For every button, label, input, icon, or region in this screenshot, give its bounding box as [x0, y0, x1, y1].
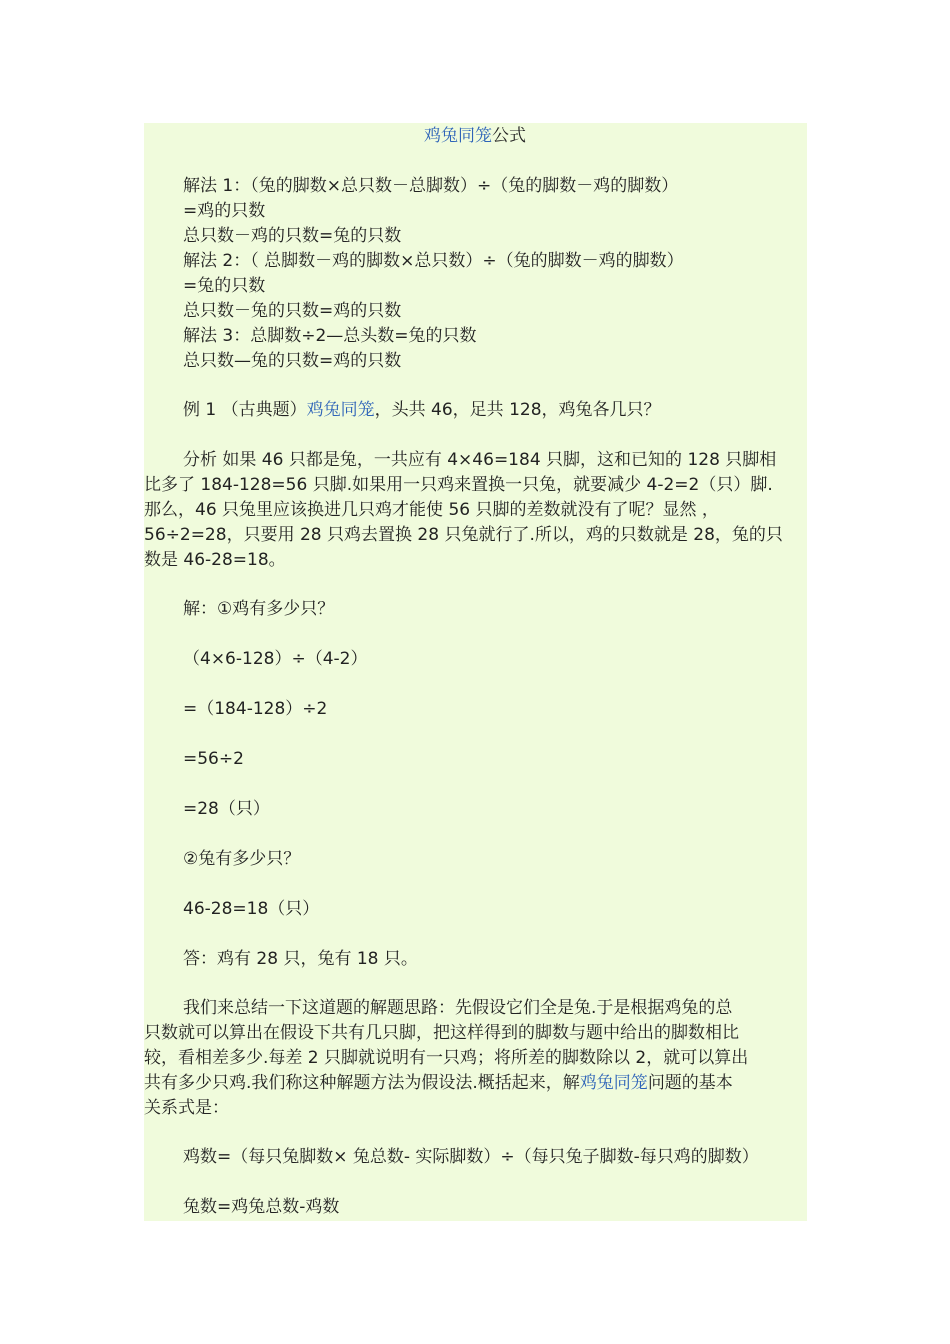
- solution-step: （4×6-128）÷（4-2）: [183, 649, 368, 669]
- analysis-line: 56÷2=28，只要用 28 只鸡去置换 28 只兔就行了.所以，鸡的只数就是 28，兔的只: [144, 525, 783, 545]
- formula-line: =鸡的只数: [183, 201, 266, 221]
- title-text: 公式: [492, 126, 526, 146]
- example-suffix: ，头共 46，足共 128，鸡兔各几只？: [374, 400, 661, 420]
- solution-step: =56÷2: [183, 749, 244, 769]
- summary-paragraph: [144, 996, 807, 1121]
- summary-line: 关系式是：: [144, 1098, 229, 1118]
- formula-line: 总只数－鸡的只数=兔的只数: [183, 226, 402, 246]
- summary-link[interactable]: 鸡兔同笼: [579, 1073, 648, 1093]
- solution-step: =（184-128）÷2: [183, 699, 328, 719]
- rabbit-formula: 兔数=鸡兔总数-鸡数: [183, 1197, 340, 1217]
- chicken-formula: 鸡数=（每只兔脚数× 兔总数- 实际脚数）÷（每只兔子脚数-每只鸡的脚数）: [183, 1147, 759, 1167]
- summary-line: 只数就可以算出在假设下共有几只脚，把这样得到的脚数与题中给出的脚数相比: [144, 1023, 739, 1043]
- solution-step: 解：①鸡有多少只？: [183, 599, 335, 619]
- summary-line-prefix: 共有多少只鸡.我们称这种解题方法为假设法.概括起来，解: [144, 1073, 580, 1093]
- summary-line: 我们来总结一下这道题的解题思路：先假设它们全是兔.于是根据鸡兔的总: [183, 998, 733, 1018]
- formula-line: 总只数－兔的只数=鸡的只数: [183, 301, 402, 321]
- solution-step: 46-28=18（只）: [183, 899, 320, 919]
- summary-line: 较，看相差多少.每差 2 只脚就说明有一只鸡；将所差的脚数除以 2，就可以算出: [144, 1048, 749, 1068]
- analysis-line: 比多了 184-128=56 只脚.如果用一只鸡来置换一只兔，就要减少 4-2=2（只）脚.: [144, 475, 773, 495]
- formula-line: 总只数—兔的只数=鸡的只数: [183, 351, 402, 371]
- title-link[interactable]: 鸡兔同笼: [424, 126, 492, 146]
- example-heading: [183, 398, 661, 423]
- answer-line: 答：鸡有 28 只，兔有 18 只。: [183, 949, 418, 969]
- analysis-line: 数是 46-28=18。: [144, 550, 286, 570]
- example-link[interactable]: 鸡兔同笼: [306, 400, 375, 420]
- analysis-line: 分析 如果 46 只都是兔，一共应有 4×46=184 只脚，这和已知的 128 只脚相: [183, 450, 777, 470]
- page-title: [0, 124, 950, 149]
- solution-step: =28（只）: [183, 799, 270, 819]
- solution-step: ②兔有多少只？: [183, 849, 301, 869]
- analysis-paragraph: [144, 448, 807, 573]
- summary-line-suffix: 问题的基本: [647, 1073, 733, 1093]
- formula-line: 解法 3：总脚数÷2—总头数=兔的只数: [183, 326, 477, 346]
- formula-line: 解法 1：（兔的脚数×总只数－总脚数）÷（兔的脚数－鸡的脚数）: [183, 176, 679, 196]
- formula-line: =兔的只数: [183, 276, 266, 296]
- example-prefix: 例 1 （古典题）: [183, 400, 307, 420]
- formula-line: 解法 2：（ 总脚数－鸡的脚数×总只数）÷（兔的脚数－鸡的脚数）: [183, 251, 684, 271]
- summary-line: [144, 1071, 807, 1096]
- analysis-line: 那么，46 只兔里应该换进几只鸡才能使 56 只脚的差数就没有了呢？显然 ，: [144, 500, 719, 520]
